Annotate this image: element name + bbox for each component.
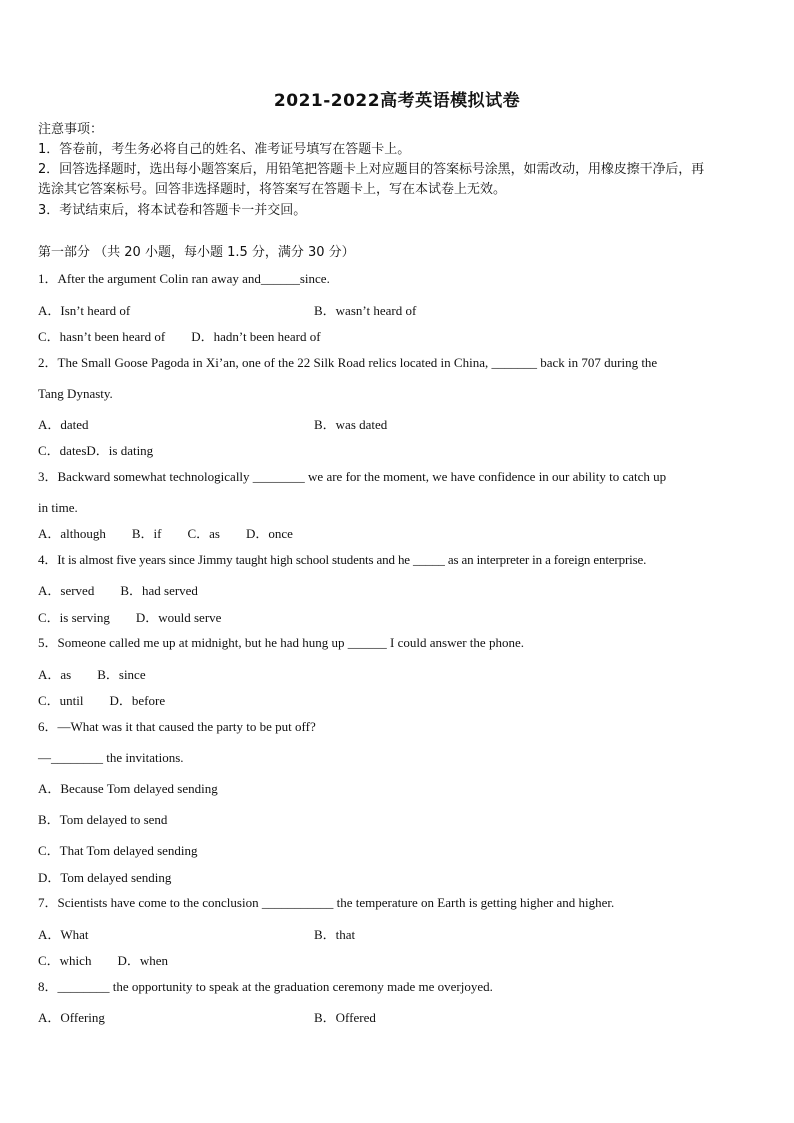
question-6-option-c: C．That Tom delayed sending (38, 843, 198, 858)
question-7-option-b: B．that (314, 927, 356, 942)
question-2-option-b: B．was dated (314, 417, 388, 432)
notice-heading: 注意事项： (38, 122, 104, 137)
question-1-option-a: A．Isn’t heard of (38, 303, 131, 318)
question-2-option-a: A．dated (38, 417, 89, 432)
question-4-options-ab: A．served B．had served (38, 583, 198, 598)
question-6-option-a: A．Because Tom delayed sending (38, 781, 218, 796)
question-4-stem: 4．It is almost five years since Jimmy taught high school students and he _____ as an interpreter in a foreign enterprise. (38, 552, 647, 567)
question-7-options-cd: C．which D．when (38, 953, 168, 968)
question-3-stem: 3．Backward somewhat technologically ________ we are for the moment, we have confidence in our ability to catch up (38, 469, 667, 484)
notice-item-2-cont: 选涂其它答案标号。回答非选择题时，将答案写在答题卡上，写在本试卷上无效。 (38, 182, 507, 197)
question-2-stem-cont: Tang Dynasty. (38, 386, 113, 401)
question-2-stem: 2．The Small Goose Pagoda in Xi’an, one of the 22 Silk Road relics located in China, _______ back in 707 during the (38, 355, 658, 370)
question-3-options: A．although B．if C．as D．once (38, 526, 293, 541)
question-1-stem: 1．After the argument Colin ran away and______since. (38, 271, 330, 286)
notice-item-1: 1．答卷前，考生务必将自己的姓名、准考证号填写在答题卡上。 (38, 142, 411, 157)
question-7-stem: 7．Scientists have come to the conclusion ___________ the temperature on Earth is getting higher and higher. (38, 895, 615, 910)
question-7-option-a: A．What (38, 927, 89, 942)
question-6-option-d: D．Tom delayed sending (38, 870, 172, 885)
question-5-stem: 5．Someone called me up at midnight, but he had hung up ______ I could answer the phone. (38, 635, 524, 650)
question-6-stem-cont: —________ the invitations. (38, 750, 184, 765)
question-8-option-a: A．Offering (38, 1010, 105, 1025)
notice-item-2: 2．回答选择题时，选出每小题答案后，用铅笔把答题卡上对应题目的答案标号涂黑，如需改动，用橡皮擦干净后，再 (38, 162, 705, 177)
question-4-options-cd: C．is serving D．would serve (38, 610, 222, 625)
notice-item-3: 3．考试结束后，将本试卷和答题卡一并交回。 (38, 203, 307, 218)
question-5-options-cd: C．until D．before (38, 693, 166, 708)
question-8-option-b: B．Offered (314, 1010, 376, 1025)
question-1-option-b: B．wasn’t heard of (314, 303, 417, 318)
question-6-stem: 6．—What was it that caused the party to be put off? (38, 719, 316, 734)
question-6-option-b: B．Tom delayed to send (38, 812, 168, 827)
section-heading: 第一部分 （共 20 小题，每小题 1.5 分，满分 30 分） (38, 245, 355, 260)
question-5-options-ab: A．as B．since (38, 667, 146, 682)
question-3-stem-cont: in time. (38, 500, 78, 515)
question-1-options-cd: C．hasn’t been heard of D．hadn’t been heard of (38, 329, 321, 344)
question-2-options-cd: C．datesD．is dating (38, 443, 154, 458)
page-title: 2021-2022高考英语模拟试卷 (273, 91, 521, 111)
question-8-stem: 8．________ the opportunity to speak at the graduation ceremony made me overjoyed. (38, 979, 493, 994)
